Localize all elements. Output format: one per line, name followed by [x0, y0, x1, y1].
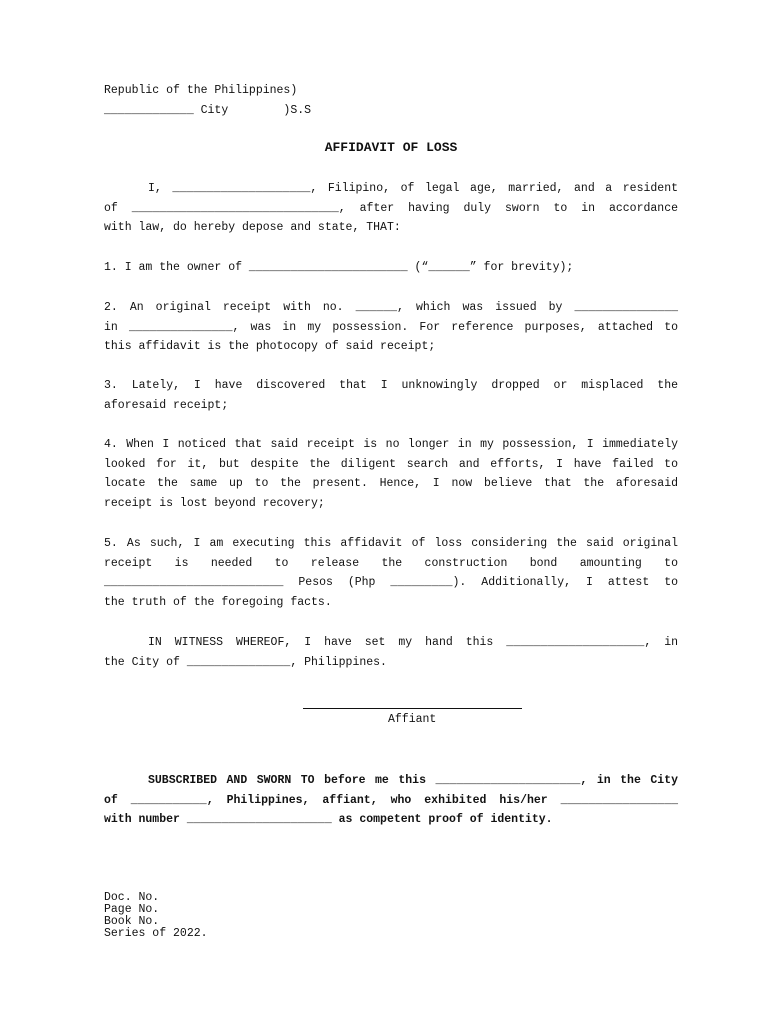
statement-4: [104, 435, 678, 513]
document-title: AFFIDAVIT OF LOSS: [324, 140, 458, 155]
venue-country-line: Republic of the Philippines): [104, 84, 298, 97]
statement-line: 3. Lately, I have discovered that I unknowingly dropped or misplaced the: [104, 379, 678, 392]
statement-line: __________________________ Pesos (Php _________). Additionally, I attest to: [104, 576, 678, 590]
venue-city-line: _____________ City )S.S: [104, 104, 312, 117]
statement-line: 1. I am the owner of _______________________ (“______” for brevity);: [104, 261, 574, 274]
statement-line: looked for it, but despite the diligent search and efforts, I have failed to: [104, 457, 678, 471]
book-no: Book No.: [104, 915, 160, 928]
statement-line: 5. As such, I am executing this affidavit of loss considering the said original: [104, 537, 678, 550]
statement-3: [104, 376, 678, 415]
statement-line: this affidavit is the photocopy of said receipt;: [104, 340, 436, 354]
affiant-label: Affiant: [388, 713, 437, 726]
series-year: Series of 2022.: [104, 927, 208, 940]
witness-paragraph: [104, 633, 678, 672]
statement-line: aforesaid receipt;: [104, 398, 229, 412]
statement-5: [104, 534, 678, 612]
statement-line: in _______________, was in my possession. For reference purposes, attached to: [104, 320, 678, 334]
jurat-paragraph: [104, 771, 678, 830]
intro-line: of ______________________________, after having duly sworn to in accordance: [104, 201, 678, 215]
page-no: Page No.: [104, 903, 160, 916]
witness-line: the City of _______________, Philippines.: [104, 655, 387, 669]
jurat-line: with number _____________________ as competent proof of identity.: [104, 813, 553, 827]
witness-line: IN WITNESS WHEREOF, I have set my hand this ____________________, in: [148, 636, 678, 649]
statement-line: 4. When I noticed that said receipt is no longer in my possession, I immediately: [104, 438, 678, 451]
statement-line: 2. An original receipt with no. ______, which was issued by _______________: [104, 301, 678, 314]
intro-paragraph: [104, 179, 678, 238]
statement-line: receipt is lost beyond recovery;: [104, 496, 325, 510]
statement-line: locate the same up to the present. Hence, I now believe that the aforesaid: [104, 477, 678, 491]
statement-1: [104, 258, 678, 278]
jurat-line: of ___________, Philippines, affiant, who exhibited his/her _________________: [104, 793, 678, 807]
intro-line: I, ____________________, Filipino, of legal age, married, and a resident: [148, 182, 678, 195]
jurat-line: SUBSCRIBED AND SWORN TO before me this _____________________, in the City: [148, 774, 678, 787]
statement-line: the truth of the foregoing facts.: [104, 595, 332, 609]
statement-2: [104, 298, 678, 357]
doc-no: Doc. No.: [104, 891, 160, 904]
signature-line: [303, 708, 522, 709]
intro-line: with law, do hereby depose and state, THAT:: [104, 221, 401, 235]
statement-line: receipt is needed to release the construction bond amounting to: [104, 556, 678, 570]
